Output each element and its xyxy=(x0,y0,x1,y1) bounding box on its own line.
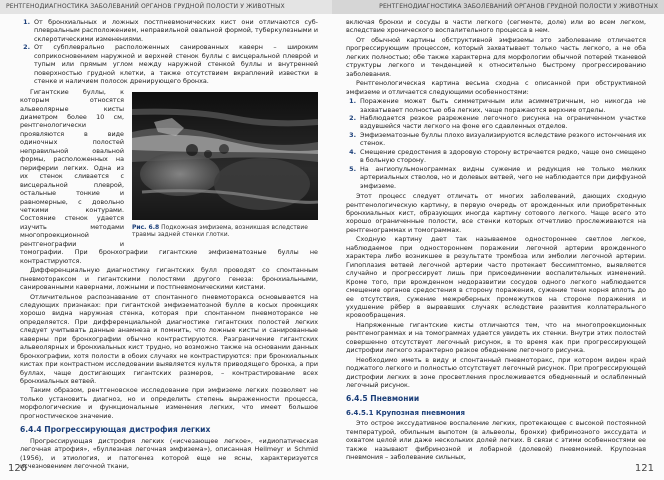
left-running-header: РЕНТГЕНОДИАГНОСТИКА ЗАБОЛЕВАНИЙ ОРГАНОВ ГРУДНОЙ ПОЛОСТИ У ЖИВОТНЫХ xyxy=(0,0,332,14)
paragraph: Это острое экссудативное воспаление легких, протекающее с высокой постоянной температурой, обильным выпотом (в альвеолы, бронхи) фибринозного экссудата и охватом целой или даже нескольких долей легких. В связи с этими особенностями ее также называют фибринозной и лобарной (долевой) пневмонией. Крупозная пневмония – заболевание сильных, xyxy=(346,419,646,462)
paragraph: Напряженные гигантские кисты отличаются тем, что на многопроекционных рентгенограммах и на томограммах удается увидеть их стенки. Внутри этих полостей совершенно отсутствует легочный рисунок, в то время как при прогрессирующей дистрофии легкого характерно резкое обеднение легочного рисунка. xyxy=(346,320,646,355)
right-page-content xyxy=(346,18,646,462)
paragraph: Этот процесс следует отличать от многих заболеваний, дающих сходную рентгенологическую картину, в первую очередь от врожденных или приобретенных бронхиальных кист, образующих иногда картину сотового легкого. Чаще всего это хорошо ограниченные полости, все стенки которых отчетливо прослеживаются на рентгенограммах и томограммах. xyxy=(346,192,646,234)
list-text: Смещение средостения в здоровую сторону встречается редко, чаще оно смещено в больную сторону. xyxy=(360,147,646,165)
left-page-content xyxy=(20,18,318,471)
list-number: 3. xyxy=(349,130,356,139)
paragraph: Рентгенологическая картина весьма сходна с описанной при обструктивной эмфиземе и отличается следующими особенностями: xyxy=(346,79,646,96)
subsection-heading: 6.4.5.1 Крупозная пневмония xyxy=(346,408,466,417)
figure-label: Рис. 6.8 xyxy=(132,223,160,231)
list-text: От бронхиальных и ложных постпневмонических кист они отличаются суб-плевральным расположением, неправильной овальной формой, туберкулезными и склеротическими изменениями. xyxy=(34,18,318,43)
section-heading: 6.4.5 Пневмонии xyxy=(346,394,420,404)
xray-image xyxy=(132,92,318,220)
list-number: 2. xyxy=(349,113,356,122)
figure xyxy=(132,92,318,239)
list-item xyxy=(346,131,646,148)
paragraph: Прогрессирующая дистрофия легких («исчезающее легкое», «идиопатическая легочная атрофия», «буллезная легочная эмфизема»), описанная Heilmeyr и Schmid (1956), и этиология, и патогенез которой еще не ясны, характеризуется исчезновением легочной ткани, xyxy=(20,436,318,471)
list-number: 2. xyxy=(23,43,30,52)
list-number: 1. xyxy=(349,97,356,106)
section-heading: 6.4.4 Прогрессирующая дистрофия легких xyxy=(20,425,211,435)
paragraph: Сходную картину дает так называемое одностороннее светлое легкое, наблюдаемое при одностороннем поражении легочной артерии врожденного характера либо возникшее в результате тромбоза или эмболии легочной артерии. Гипоплазия ветвей легочной артерии часто протекает бессимптомно, выявляется случайно и прогрессирует лишь при присоединении воспалительных изменений. Кроме того, при врожденном недоразвитии сосудов одного легкого наблюдается смещение органов средостения в сторону поражения, сужение тени корня вплоть до ее отсутствия, сужение межреберных промежутков на стороне поражения и ухудшение рёбер в вырвавших случаях вследствие развития коллатерального кровообращения. xyxy=(346,235,646,320)
right-page xyxy=(332,0,664,480)
figure-caption-text: Подкожная эмфизема, возникшая вследствие травмы задней стенки глотки. xyxy=(132,223,308,239)
right-running-header: РЕНТГЕНОДИАГНОСТИКА ЗАБОЛЕВАНИЙ ОРГАНОВ ГРУДНОЙ ПОЛОСТИ У ЖИВОТНЫХ xyxy=(332,0,664,14)
list-item xyxy=(20,43,318,85)
xray-drawing xyxy=(132,92,318,220)
page-number: 120 xyxy=(8,463,28,474)
paragraph: Таким образом, рентгеновское исследование при эмфиземе легких позволяет не только установить диагноз, но и определить степень выраженности процесса, морфологические и функциональные изменения легких, что имеет большое прогностическое значение. xyxy=(20,386,318,420)
paragraph: Необходимо иметь в виду и спонтанный пневмоторакс, при котором виден край поджатого легкого и полностью отсутствует легочный рисунок. При прогрессирующей дистрофии легких в зоне просветления прослеживается обедненный и ослабленный легочный рисунок. xyxy=(346,355,646,390)
list-item xyxy=(346,165,646,190)
paragraph: Дифференциальную диагностику гигантских булл проводят со спонтанным пневмотораксом и гигантскими полостями другого генеза: бронхиальными, санированными кавернами, ложными и постпневмоническими кистами. xyxy=(20,266,318,292)
paragraph: Гигантские буллы, к которым относятся альвеолярные кисты диаметром более 10 см, рентгенологически проявляются в виде одиночных полостей неправильной овальной формы, расположенных на периферии легких. Одна из их стенок сливается с висцеральной плеврой, остальные тонкие и равномерные, с довольно четкими контурами. Состояние стенок удается изучить методами многопроекционной рентгенографии и томографии. При бронхографии гигантские эмфизематозные буллы не контрастируются. xyxy=(20,87,318,265)
page-number: 121 xyxy=(634,463,654,474)
list-item xyxy=(346,148,646,165)
list-text: Эмфизематозные буллы плохо визуализируются вследствие резкого истончения их стенок. xyxy=(360,130,646,148)
list-number: 5. xyxy=(349,164,356,173)
list-text: От субплеврально расположенных санированных каверн – широким соприкосновением наружной и верхней стенок буллы с висцеральной плеврой и тупым или прямым углом между наружной стенкой буллы и внутренней поверхностью грудной клетки, а также отсутствием вкраплений известки в стенке и наличием полосок дренирующего бронха. xyxy=(34,43,318,86)
paragraph: От обычной картины обструктивной эмфиземы это заболевание отличается прогрессирующим процессом, который захватывает только часть легкого, а не оба легких полностью; обе также характерна для морфологии обычной потерей тканевой структуры легкого и тенденцией к относительно быстрому прогрессированию заболевания. xyxy=(346,35,646,78)
list-text: Наблюдается резкое разрежение легочного рисунка на ограниченном участке вздувшейся части легкого на фоне его сдавленных отделов. xyxy=(360,113,646,131)
list-item xyxy=(20,18,318,43)
list-number: 4. xyxy=(349,147,356,156)
paragraph: Отличительное распознавание от спонтанного пневмоторакса основывается на следующих признаках: при гигантской эмфизематозной булле в косых проекциях хорошо видна наружная стенка, которая при спонтанном пневмотораксе не определяется. При дифференциальной диагностике гигантских полостей легких следует учитывать данные анамнеза и помнить, что ложные кисты и санированные каверны при бронхографии обычно контрастируются. Разграничение гигантских альвеолярных и бронхиальных кист трудно, но возможно также на основании данных бронхографии, хотя полости в обоих случаях не контрастируются: при бронхиальных кистах при контрастном исследовании выявляется культя приводящего бронха, а при буллах, чаще достигающих гигантских размеров, – контрастирование всех бронхиальных ветвей. xyxy=(20,292,318,386)
list-number: 1. xyxy=(23,18,30,26)
list-item xyxy=(346,114,646,131)
list-item xyxy=(346,97,646,114)
paragraph: включая бронхи и сосуды в части легкого (сегменте, доле) или во всем легком, вследствие хронического воспалительного процесса в нем. xyxy=(346,18,646,35)
left-numbered-list xyxy=(20,18,318,86)
figure-caption xyxy=(132,224,318,239)
right-numbered-list xyxy=(346,97,646,190)
list-text: На ангиопульмонограммах видны сужение и редукция не только мелких артериальных стволов, но и долевых ветвей, чего не наблюдается при диффузной эмфиземе. xyxy=(360,164,646,190)
list-text: Поражение может быть симметричным или асимметричным, но никогда не захватывает полностью оба легких, чаще поражаются верхние отделы. xyxy=(360,97,646,114)
